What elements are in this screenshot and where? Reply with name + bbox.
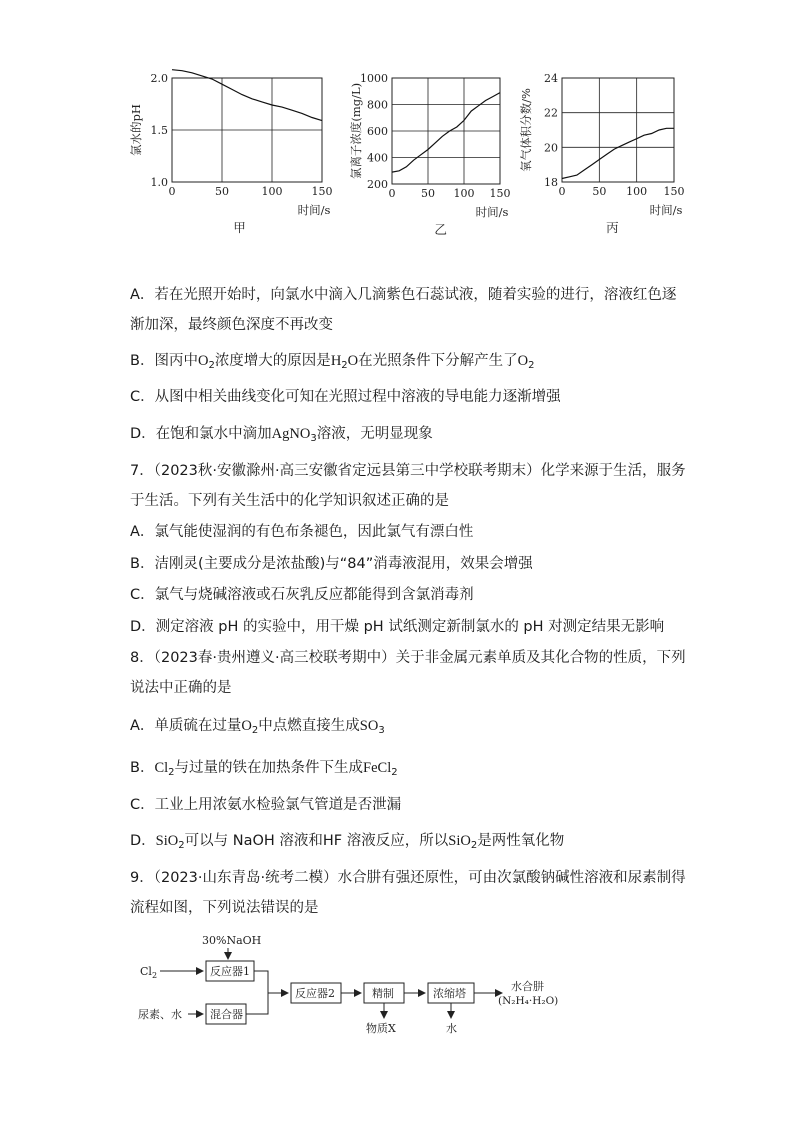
q7-option-c: C．氯气与烧碱溶液或石灰乳反应都能得到含氯消毒剂 — [130, 587, 474, 603]
charts-figure — [0, 60, 794, 310]
q8-stem-line2: 说法中正确的是 — [130, 680, 232, 696]
chloride-y-axis-label: 氯离子浓度(mg/L) — [349, 82, 363, 180]
water-label: 水 — [446, 1022, 457, 1035]
substance-x-label: 物质X — [366, 1022, 396, 1035]
q7-stem-line2: 于生活。下列有关生活中的化学知识叙述正确的是 — [130, 493, 449, 509]
q6-option-b: B．图丙中$O_2$浓度增大的原因是$H_2O$在光照条件下分解产生了$O_2$ — [130, 353, 535, 371]
q6-option-a-line2: 渐加深，最终颜色深度不再改变 — [130, 317, 333, 333]
ph-x-tick-label: 150 — [311, 185, 333, 198]
q6-option-c: C．从图中相关曲线变化可知在光照过程中溶液的导电能力逐渐增强 — [130, 389, 561, 405]
urea-label: 尿素、水 — [138, 1008, 182, 1021]
oxygen-y-tick-label: 22 — [544, 106, 558, 120]
reactor2-label: 反应器2 — [295, 987, 335, 1000]
cl2-label: $Cl_2$ — [140, 965, 158, 980]
ph-y-tick-label: 2.0 — [150, 72, 168, 85]
product-formula: (N₂H₄·H₂O) — [498, 995, 559, 1007]
q9-stem-line2: 流程如图，下列说法错误的是 — [130, 900, 319, 916]
chloride-y-tick-label: 1000 — [360, 72, 388, 85]
oxygen-chart-caption: 丙 — [606, 220, 619, 235]
concentrator-label: 浓缩塔 — [433, 987, 466, 1000]
oxygen-y-axis-label: 氧气体积分数/% — [519, 88, 533, 172]
chloride-x-tick-label: 100 — [453, 187, 475, 200]
chloride-x-tick-label: 0 — [388, 187, 396, 200]
oxygen-x-tick-label: 0 — [558, 185, 566, 198]
q6-option-d: D．在饱和氯水中滴加AgNO$_3$溶液，无明显现象 — [130, 426, 433, 444]
chloride-chart-caption: 乙 — [434, 222, 447, 237]
oxygen-series-line — [562, 128, 674, 178]
ph-y-axis-label: 氯水的pH — [129, 104, 143, 156]
naoh-label: 30%NaOH — [202, 934, 262, 947]
chloride-y-tick-label: 800 — [367, 98, 388, 112]
ph-y-tick-label: 1.0 — [150, 176, 168, 189]
oxygen-chart-frame — [562, 78, 674, 182]
chloride-x-tick-label: 150 — [489, 187, 511, 200]
chloride-x-tick-label: 50 — [421, 187, 435, 200]
q8-option-b: B．$Cl_2$与过量的铁在加热条件下生成FeCl$_2$ — [130, 760, 398, 778]
chloride-x-axis-label: 时间/s — [475, 205, 509, 219]
ph-y-tick-label: 1.5 — [150, 124, 168, 137]
chloride-y-tick-label: 400 — [367, 151, 388, 165]
ph-chart-caption: 甲 — [233, 220, 246, 235]
refine-label: 精制 — [372, 987, 394, 1000]
oxygen-x-axis-label: 时间/s — [649, 203, 683, 217]
reactor1-label: 反应器1 — [210, 965, 250, 978]
process-flow-diagram — [130, 928, 570, 1038]
q8-stem-line1: 8．（2023春·贵州遵义·高三校联考期中）关于非金属元素单质及其化合物的性质，下列 — [130, 650, 686, 666]
oxygen-x-tick-label: 50 — [592, 185, 607, 198]
q7-option-b: B．洁刚灵(主要成分是浓盐酸)与“84”消毒液混用，效果会增强 — [130, 556, 533, 572]
q7-option-d: D．测定溶液 pH 的实验中，用干燥 pH 试纸测定新制氯水的 pH 对测定结果无影响 — [130, 619, 665, 635]
mixer-label: 混合器 — [210, 1008, 243, 1021]
ph-x-axis-label: 时间/s — [297, 203, 331, 217]
chloride-y-tick-label: 200 — [367, 178, 388, 191]
ph-x-tick-label: 50 — [215, 185, 229, 198]
oxygen-y-tick-label: 18 — [544, 176, 558, 189]
ph-series-line — [172, 70, 322, 121]
q8-option-d: D．SiO$_2$可以与 NaOH 溶液和HF 溶液反应，所以SiO$_2$是两性氧化物 — [130, 833, 565, 851]
q7-option-a: A．氯气能使湿润的有色布条褪色，因此氯气有漂白性 — [130, 524, 474, 540]
ph-x-tick-label: 0 — [168, 185, 176, 198]
q8-option-c: C．工业上用浓氨水检验氯气管道是否泄漏 — [130, 797, 402, 813]
oxygen-y-tick-label: 20 — [544, 141, 558, 155]
q7-stem-line1: 7．（2023秋·安徽滁州·高三安徽省定远县第三中学校联考期末）化学来源于生活，服务 — [130, 463, 686, 479]
oxygen-y-tick-label: 24 — [544, 72, 558, 85]
chloride-y-tick-label: 600 — [367, 125, 388, 138]
q9-stem-line1: 9．（2023·山东青岛·统考二模）水合肼有强还原性，可由次氯酸钠碱性溶液和尿素制得 — [130, 870, 686, 886]
product-label: 水合肼 — [511, 980, 544, 993]
oxygen-x-tick-label: 100 — [626, 185, 648, 198]
ph-x-tick-label: 100 — [261, 185, 283, 198]
q6-option-a-line1: A．若在光照开始时，向氯水中滴入几滴紫色石蕊试液，随着实验的进行，溶液红色逐 — [130, 287, 677, 303]
q8-option-a: A．单质硫在过量$O_2$中点燃直接生成$SO_3$ — [130, 718, 385, 736]
oxygen-x-tick-label: 150 — [663, 185, 685, 198]
